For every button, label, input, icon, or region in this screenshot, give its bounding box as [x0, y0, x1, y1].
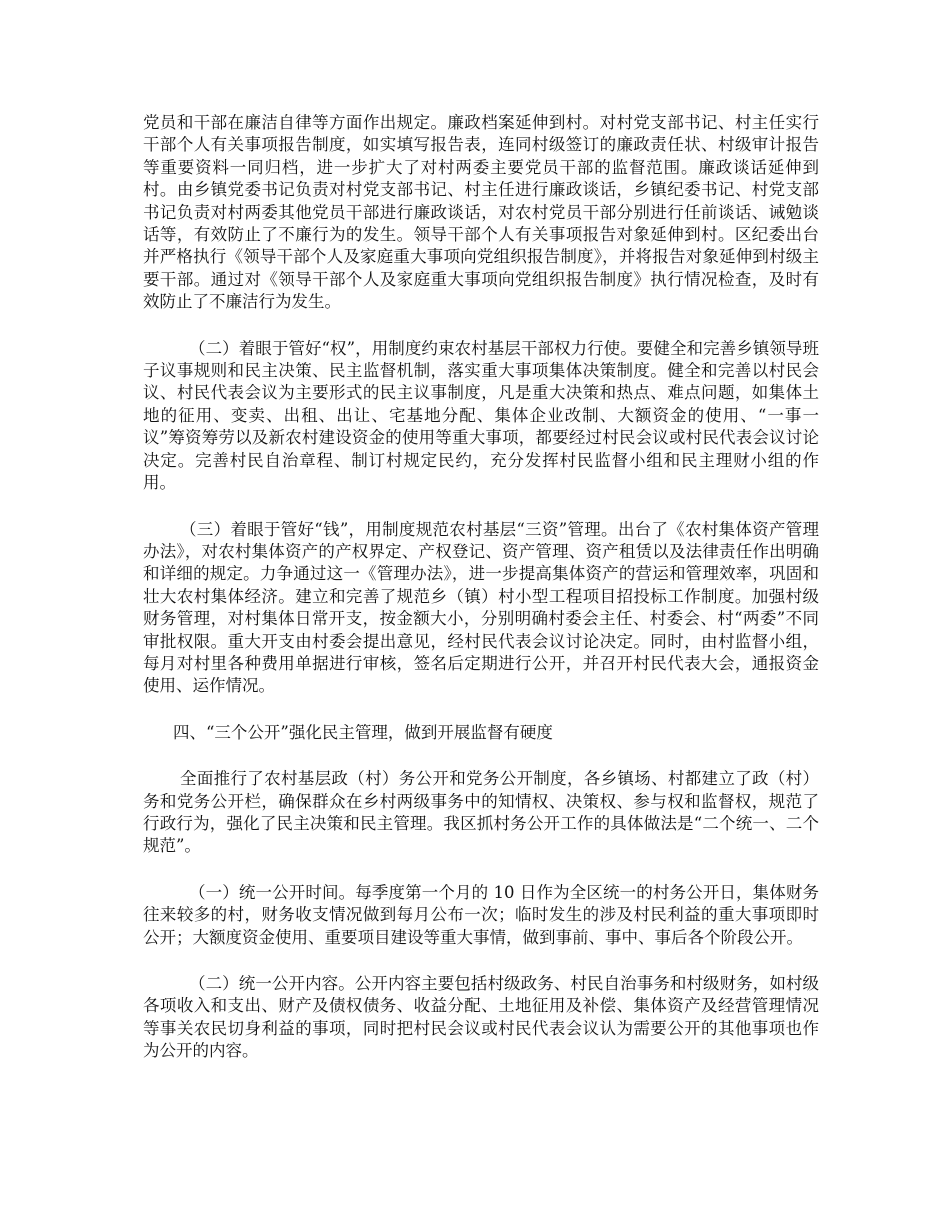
paragraph-money-management: （三）着眼于管好“钱”，用制度规范农村基层“三资”管理。出台了《农村集体资产管理办法》，对农村集体资产的产权界定、产权登记、资产管理、资产租赁以及法律责任作出明确和详细的规定。力争通过这一《管理办法》，进一步提高集体资产的营运和管理效率，巩固和壮大农村集体经济。建立和完善了规范乡（镇）村小型工程项目招投标工作制度。加强村级财务管理，对村集体日常开支，按金额大小，分别明确村委会主任、村委会、村“两委”不同审批权限。重大开支由村委会提出意见，经村民代表会议讨论决定。同时，由村监督小组，每月对村里各种费用单据进行审核，签名后定期进行公开，并召开村民代表大会，通报资金使用、运作情况。 [143, 519, 819, 696]
paragraph-unified-content: （二）统一公开内容。公开内容主要包括村级政务、村民自治事务和村级财务，如村级各项收入和支出、财产及债权债务、收益分配、土地征用及补偿、集体资产及经营管理情况等事关农民切身利益的事项，同时把村民会议或村民代表会议认为需要公开的其他事项也作为公开的内容。 [143, 974, 819, 1061]
paragraph-integrity-extension: 党员和干部在廉洁自律等方面作出规定。廉政档案延伸到村。对村党支部书记、村主任实行干部个人有关事项报告制度，如实填写报告表，连同村级签订的廉政责任状、村级审计报告等重要资料一同归档，进一步扩大了对村两委主要党员干部的监督范围。廉政谈话延伸到村。由乡镇党委书记负责对村党支部书记、村主任进行廉政谈话，乡镇纪委书记、村党支部书记负责对村两委其他党员干部进行廉政谈话，对农村党员干部分别进行任前谈话、诫勉谈话等，有效防止了不廉行为的发生。领导干部个人有关事项报告对象延伸到村。区纪委出台并严格执行《领导干部个人及家庭重大事项向党组织报告制度》，并将报告对象延伸到村级主要干部。通过对《领导干部个人及家庭重大事项向党组织报告制度》执行情况检查，及时有效防止了不廉洁行为发生。 [143, 113, 819, 312]
document-page [143, 112, 819, 1087]
paragraph-unified-time: （一）统一公开时间。每季度第一个月的 10 日作为全区统一的村务公开日，集体财务往来较多的村，财务收支情况做到每月公布一次；临时发生的涉及村民利益的重大事项即时公开；大额度资金使用、重要项目建设等重大事情，做到事前、事中、事后各个阶段公开。 [143, 882, 819, 947]
section-heading-three-openness: 四、“三个公开”强化民主管理，做到开展监督有硬度 [173, 722, 553, 742]
paragraph-openness-overview: 全面推行了农村基层政（村）务公开和党务公开制度，各乡镇场、村都建立了政（村）务和党务公开栏，确保群众在乡村两级事务中的知情权、决策权、参与权和监督权，规范了行政行为，强化了民主决策和民主管理。我区抓村务公开工作的具体做法是“二个统一、二个规范”。 [143, 769, 819, 856]
paragraph-power-management: （二）着眼于管好“权”，用制度约束农村基层干部权力行使。要健全和完善乡镇领导班子议事规则和民主决策、民主监督机制，落实重大事项集体决策制度。健全和完善以村民会议、村民代表会议为主要形式的民主议事制度，凡是重大决策和热点、难点问题，如集体土地的征用、变卖、出租、出让、宅基地分配、集体企业改制、大额资金的使用、“一事一议”筹资筹劳以及新农村建设资金的使用等重大事项，都要经过村民会议或村民代表会议讨论决定。完善村民自治章程、制订村规定民约，充分发挥村民监督小组和民主理财小组的作用。 [143, 338, 819, 493]
